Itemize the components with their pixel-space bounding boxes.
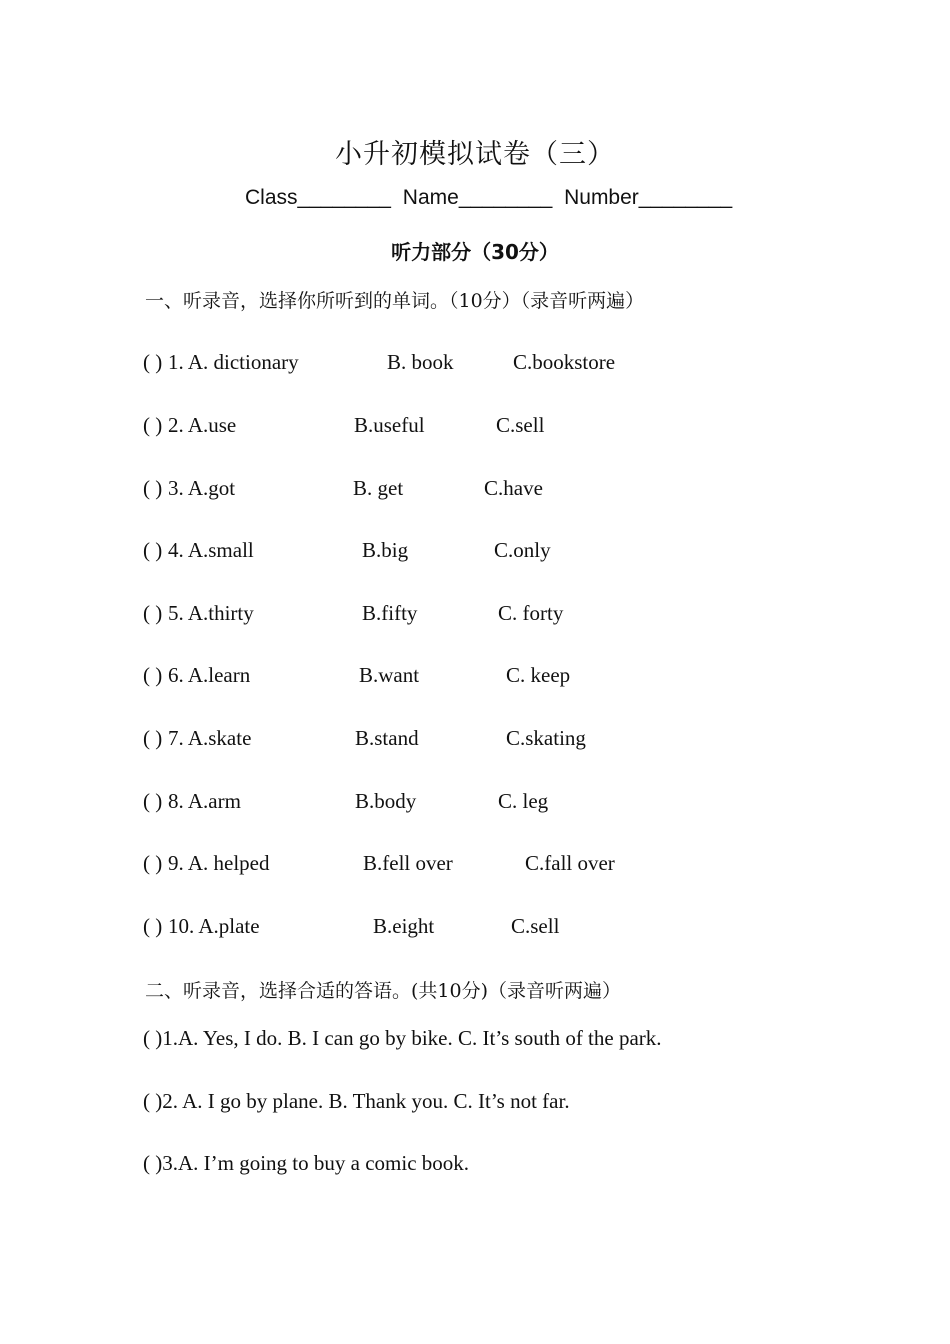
answer-blank: ( ) (143, 914, 163, 938)
answer-blank: ( ) (143, 538, 163, 562)
name-field-label: Name________ (402, 186, 553, 209)
option-c: C.sell (496, 413, 545, 437)
option-b: B.fifty (362, 601, 418, 625)
part1-heading: 一、听录音，选择你所听到的单词。（10分）（录音听两遍） (145, 290, 645, 312)
answer-blank: ( ) (143, 476, 163, 500)
option-b: B. book (387, 350, 454, 374)
number-field-label: Number________ (564, 186, 733, 209)
answer-blank: ( ) (143, 726, 163, 750)
option-b: B.eight (373, 914, 435, 938)
option-c: C.have (484, 476, 543, 500)
option-a: 8. A.arm (168, 789, 241, 813)
option-a: 10. A.plate (168, 914, 260, 938)
option-a: 7. A.skate (168, 726, 252, 750)
option-a: 9. A. helped (168, 851, 270, 875)
answer-blank: ( ) (143, 413, 163, 437)
option-a: 3. A.got (168, 476, 236, 500)
dialogue-question-row: ( )1.A. Yes, I do. B. I can go by bike. C. It’s south of the park. (143, 1026, 662, 1050)
answer-blank: ( ) (143, 789, 163, 813)
option-a: 4. A.small (168, 538, 254, 562)
option-c: C.only (494, 538, 551, 562)
answer-blank: ( ) (143, 350, 163, 374)
option-b: B.fell over (363, 851, 453, 875)
option-b: B.want (359, 663, 420, 687)
answer-blank: ( ) (143, 851, 163, 875)
class-field-label: Class________ (245, 186, 391, 209)
option-c: C.fall over (525, 851, 615, 875)
option-c: C.skating (506, 726, 586, 750)
option-c: C.bookstore (513, 350, 616, 374)
exam-title: 小升初模拟试卷（三） (335, 139, 615, 170)
option-a: 5. A.thirty (168, 601, 254, 625)
option-c: C. leg (498, 789, 549, 813)
dialogue-question-row: ( )2. A. I go by plane. B. Thank you. C. It’s not far. (143, 1089, 570, 1113)
option-b: B. get (353, 476, 404, 500)
answer-blank: ( ) (143, 601, 163, 625)
student-info-line (245, 186, 738, 210)
answer-blank: ( ) (143, 663, 163, 687)
option-c: C. keep (506, 663, 571, 687)
option-b: B.stand (355, 726, 419, 750)
option-b: B.useful (354, 413, 425, 437)
dialogue-question-row: ( )3.A. I’m going to buy a comic book. (143, 1151, 470, 1175)
listening-section-title: 听力部分（30分） (391, 240, 559, 264)
option-b: B.body (355, 789, 417, 813)
option-c: C. forty (498, 601, 564, 625)
option-a: 6. A.learn (168, 663, 251, 687)
option-c: C.sell (511, 914, 560, 938)
option-a: 2. A.use (168, 413, 237, 437)
part2-heading: 二、听录音，选择合适的答语。(共10分)（录音听两遍） (145, 980, 622, 1002)
option-b: B.big (362, 538, 409, 562)
option-a: 1. A. dictionary (168, 350, 299, 374)
